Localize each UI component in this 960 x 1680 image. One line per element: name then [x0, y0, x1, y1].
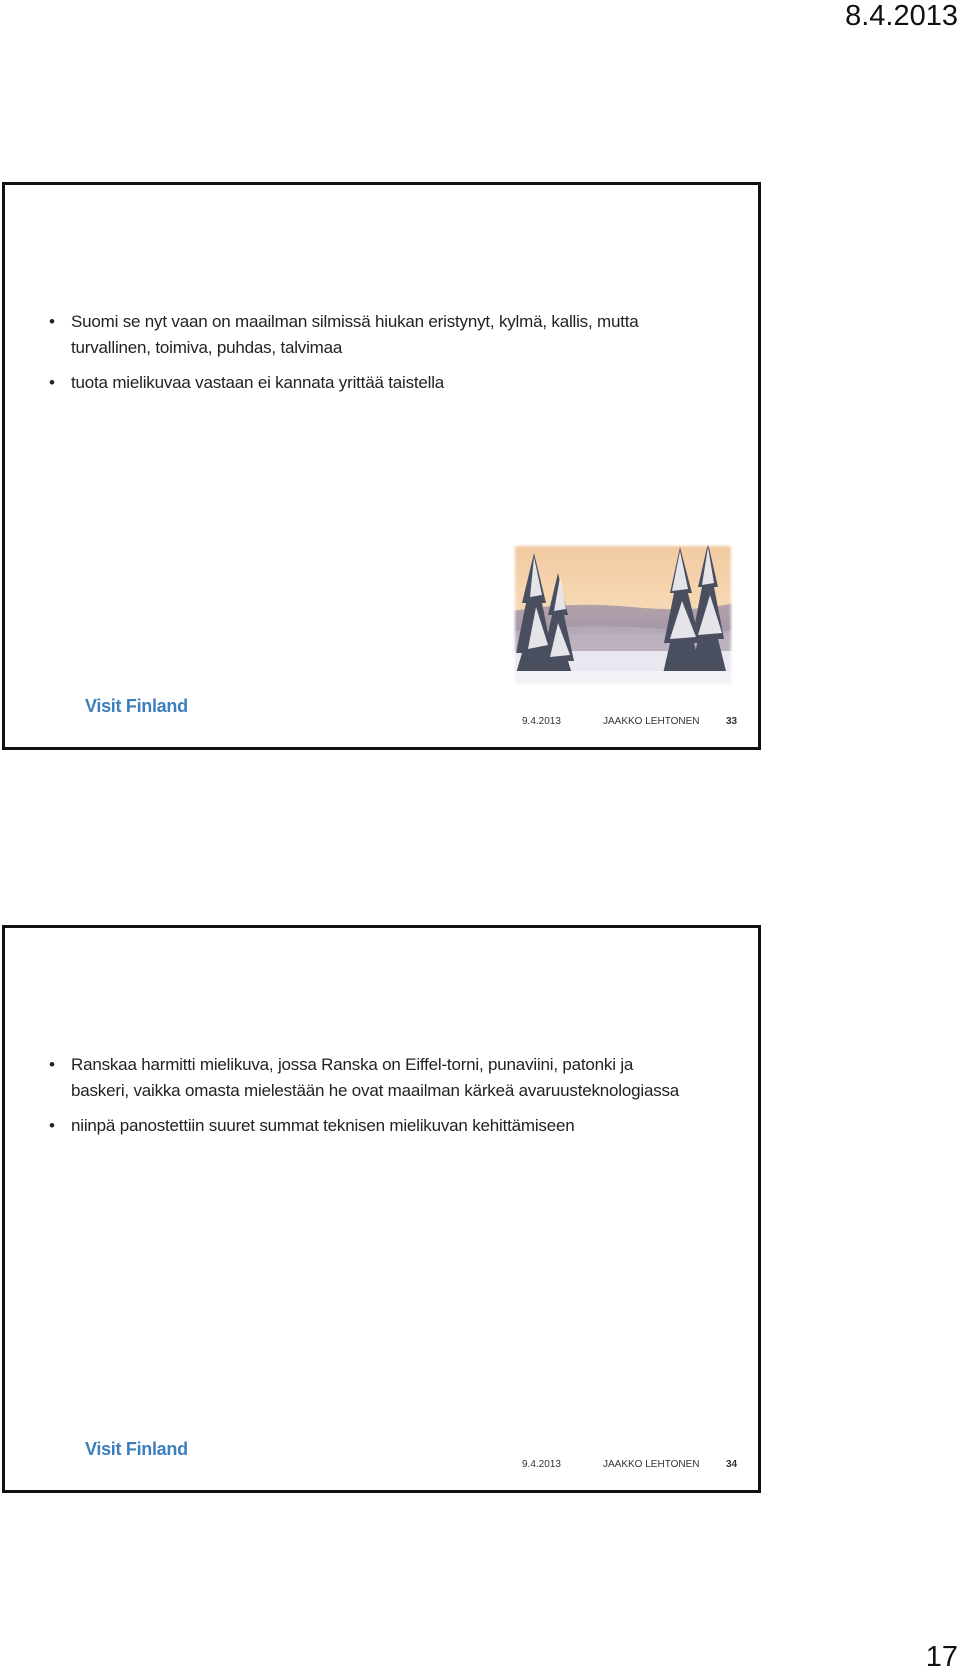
bullet-text: Ranskaa harmitti mielikuva, jossa Ranska on Eiffel-torni, punaviini, patonki ja baskeri, vaikka omasta mielestään he ovat maailman kärkeä avaruusteknologiassa — [71, 1055, 680, 1100]
winter-landscape-image — [512, 543, 734, 687]
bullet-list — [49, 1052, 689, 1148]
bullet-text: niinpä panostettiin suuret summat teknisen mielikuvan kehittämiseen — [71, 1116, 575, 1135]
slide-34 — [2, 925, 761, 1493]
bullet-item — [49, 370, 689, 396]
slide-33 — [2, 182, 761, 750]
bullet-dot-icon: • — [49, 1116, 55, 1135]
bullet-dot-icon: • — [49, 312, 55, 331]
visit-finland-logo: Visit Finland — [85, 1439, 188, 1459]
footer-author: JAAKKO LEHTONEN — [603, 716, 700, 727]
bullet-item — [49, 309, 689, 361]
footer-author: JAAKKO LEHTONEN — [603, 1459, 700, 1470]
footer-date: 9.4.2013 — [522, 1459, 561, 1470]
header-date: 8.4.2013 — [845, 0, 958, 32]
bullet-text: tuota mielikuvaa vastaan ei kannata yrittää taistella — [71, 373, 445, 392]
slide-number: 33 — [726, 716, 738, 727]
slide-number: 34 — [726, 1459, 738, 1470]
bullet-dot-icon: • — [49, 1055, 55, 1074]
visit-finland-logo: Visit Finland — [85, 696, 188, 716]
bullet-item — [49, 1052, 689, 1104]
bullet-text: Suomi se nyt vaan on maailman silmissä hiukan eristynyt, kylmä, kallis, mutta turvallinen, toimiva, puhdas, talvimaa — [71, 312, 639, 357]
footer-date: 9.4.2013 — [522, 716, 561, 727]
bullet-item — [49, 1113, 689, 1139]
page-number: 17 — [925, 1641, 958, 1673]
bullet-dot-icon: • — [49, 373, 55, 392]
bullet-list — [49, 309, 689, 405]
